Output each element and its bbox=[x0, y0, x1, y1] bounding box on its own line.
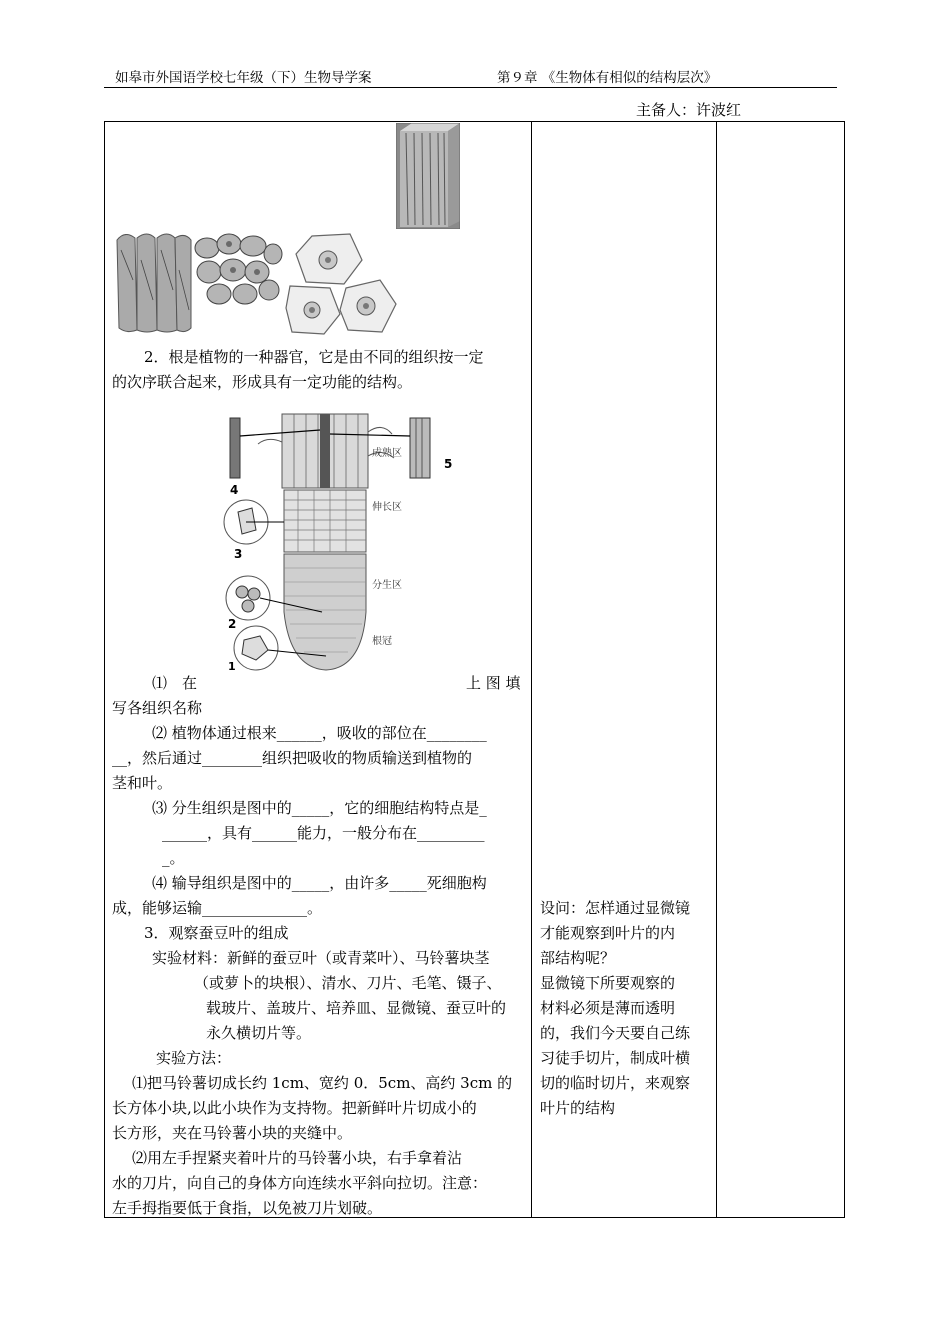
method-line-5: 水的刀片，向自己的身体方向连续水平斜向拉切。注意： bbox=[112, 1174, 488, 1192]
question-3-line-3: _。 bbox=[162, 849, 185, 867]
item2-line-1: 2．根是植物的一种器官，它是由不同的组织按一定 bbox=[144, 348, 484, 366]
side-note-line: 才能观察到叶片的内 bbox=[540, 924, 676, 942]
question-2-line-2: __，然后通过________组织把吸收的物质输送到植物的 bbox=[112, 749, 473, 767]
zone-label-meristem: 分生区 bbox=[372, 580, 402, 591]
root-structure-figure bbox=[222, 412, 462, 674]
header-rule bbox=[104, 87, 837, 88]
question-3-line-2: ______，具有______能力，一般分布在_________ bbox=[162, 824, 485, 842]
materials-line-2: （或萝卜的块根）、清水、刀片、毛笔、镊子、 bbox=[194, 974, 502, 992]
side-note-line: 的，我们今天要自己练 bbox=[540, 1024, 691, 1042]
zone-label-maturation: 成熟区 bbox=[372, 448, 402, 459]
method-line-6: 左手拇指要低于食指，以免被刀片划破。 bbox=[112, 1199, 383, 1217]
side-note-line: 切的临时切片，来观察 bbox=[540, 1074, 691, 1092]
header-school-title: 如皋市外国语学校七年级（下）生物导学案 bbox=[115, 70, 372, 86]
column-divider-2 bbox=[716, 121, 717, 1218]
figure-number-3: 3 bbox=[234, 547, 243, 561]
materials-line-4: 永久横切片等。 bbox=[206, 1024, 312, 1042]
method-line-2: 长方体小块,以此小块作为支持物。把新鲜叶片切成小的 bbox=[112, 1099, 477, 1117]
header-chapter-title: 第９章 《生物体有相似的结构层次》 bbox=[497, 70, 718, 86]
muscle-tissue-icon bbox=[113, 230, 193, 334]
question-3-line-1: ⑶ 分生组织是图中的_____，它的细胞结构特点是_ bbox=[152, 799, 487, 817]
materials-line-3: 载玻片、盖玻片、培养皿、显微镜、蚕豆叶的 bbox=[206, 999, 507, 1017]
question-2-line-3: 茎和叶。 bbox=[112, 774, 173, 792]
method-title: 实验方法： bbox=[156, 1049, 232, 1067]
figure-number-5: 5 bbox=[444, 457, 453, 471]
side-note-line: 叶片的结构 bbox=[540, 1099, 616, 1117]
figure-number-1: 1 bbox=[228, 660, 236, 673]
zone-label-elongation: 伸长区 bbox=[372, 502, 402, 513]
side-note-line: 习徒手切片，制成叶横 bbox=[540, 1049, 691, 1067]
question-1-start: ⑴ 在 bbox=[152, 674, 198, 692]
side-note-line: 显微镜下所要观察的 bbox=[540, 974, 676, 992]
epidermal-cells-icon bbox=[284, 232, 398, 336]
question-4-line-2: 成，能够运输______________。 bbox=[112, 899, 323, 917]
zone-label-rootcap: 根冠 bbox=[372, 636, 392, 647]
question-2-line-1: ⑵ 植物体通过根来______，吸收的部位在________ bbox=[152, 724, 487, 742]
side-note-line: 材料必须是薄而透明 bbox=[540, 999, 676, 1017]
materials-line-1: 实验材料：新鲜的蚕豆叶（或青菜叶）、马铃薯块茎 bbox=[152, 949, 490, 967]
side-note-line: 设问：怎样通过显微镜 bbox=[540, 899, 691, 917]
item3-title: 3．观察蚕豆叶的组成 bbox=[144, 924, 289, 942]
method-line-3: 长方形，夹在马铃薯小块的夹缝中。 bbox=[112, 1124, 353, 1142]
item2-line-2: 的次序联合起来，形成具有一定功能的结构。 bbox=[112, 373, 413, 391]
fiber-tissue-icon bbox=[396, 123, 460, 229]
preparer-label: 主备人：许波红 bbox=[636, 101, 742, 119]
cell-cluster-icon bbox=[193, 232, 283, 310]
figure-number-4: 4 bbox=[230, 483, 239, 497]
method-line-4: ⑵用左手捏紧夹着叶片的马铃薯小块，右手拿着沾 bbox=[132, 1149, 463, 1167]
question-1-end: 上 图 填 bbox=[466, 674, 521, 692]
column-divider-1 bbox=[531, 121, 532, 1218]
question-1-cont: 写各组织名称 bbox=[112, 699, 203, 717]
figure-number-2: 2 bbox=[228, 617, 237, 631]
question-4-line-1: ⑷ 输导组织是图中的_____，由许多_____死细胞构 bbox=[152, 874, 487, 892]
method-line-1: ⑴把马铃薯切成长约 1cm、宽约 0．5cm、高约 3cm 的 bbox=[132, 1074, 513, 1092]
side-note-line: 部结构呢？ bbox=[540, 949, 616, 967]
side-note bbox=[540, 896, 710, 1121]
